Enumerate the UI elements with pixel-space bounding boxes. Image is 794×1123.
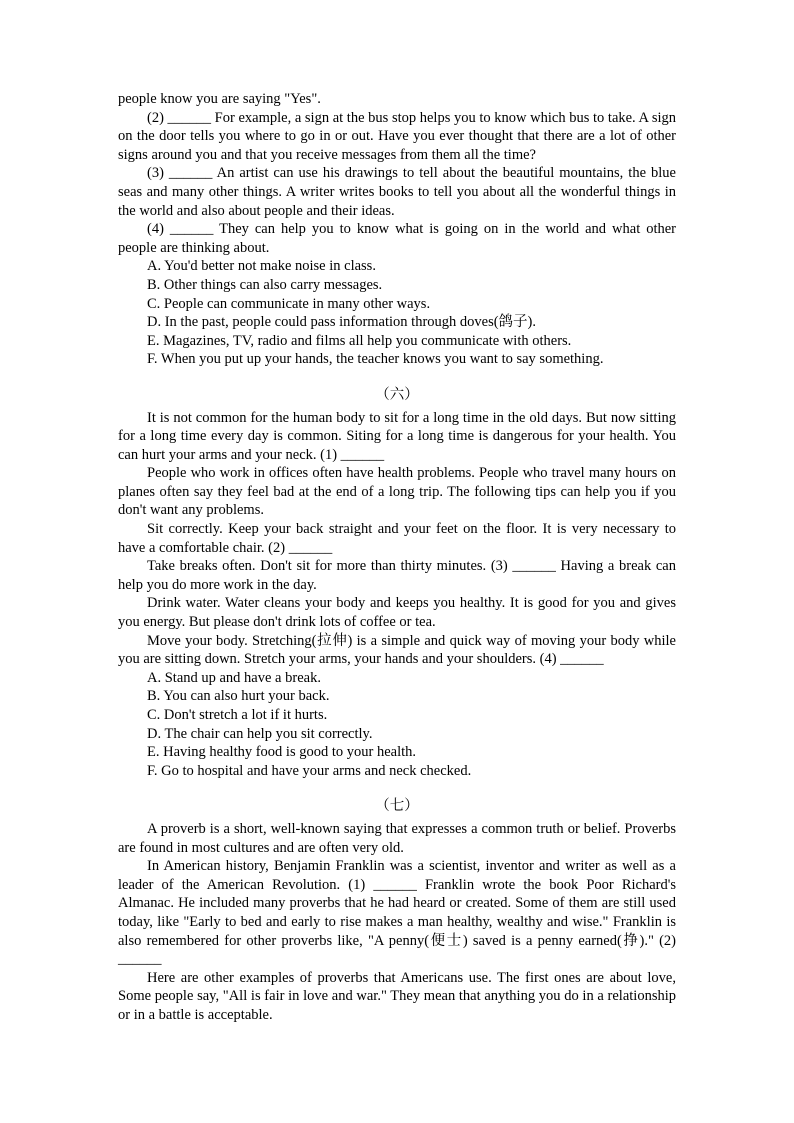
option-d: D. In the past, people could pass information through doves(鸽子).: [147, 314, 537, 331]
section-six-option-a: A. Stand up and have a break.: [147, 669, 321, 686]
section-six-option-d: D. The chair can help you sit correctly.: [147, 725, 373, 742]
option-b: B. Other things can also carry messages.: [147, 276, 383, 293]
section-six-paragraph-2: People who work in offices often have health problems. People who travel many hours on planes often say they feel bad at the end of a long trip. The following tips can help you if you don't want any problems.: [118, 465, 676, 519]
section-six-option-e: E. Having healthy food is good to your health.: [147, 744, 417, 761]
paragraph-blank-2: (2) ______ For example, a sign at the bus stop helps you to know which bus to take. A sign on the door tells you where to go in or out. Have you ever thought that there are a lot of other signs around you and that you receive messages from them all the time?: [118, 109, 676, 163]
section-six-paragraph-1: It is not common for the human body to sit for a long time in the old days. But now sitting for a long time every day is common. Siting for a long time is dangerous for your health. You can hurt your arms and your neck. (1) ______: [118, 409, 676, 463]
section-seven-paragraph-2: In American history, Benjamin Franklin was a scientist, inventor and writer as well as a leader of the American Revolution. (1) ______ Franklin wrote the book Poor Richard's Almanac. He included many proverbs that he had heard or created. Some of them are still used today, like "Early to bed and early to rise makes a man healthy, wealthy and wise." Franklin is also remembered for other proverbs like, "A penny(便士) saved is a penny earned(挣)." (2) ______: [118, 858, 676, 968]
option-c: C. People can communicate in many other ways.: [147, 295, 431, 312]
section-six-header: （六）: [375, 386, 419, 403]
section-six-paragraph-6: Move your body. Stretching(拉伸) is a simple and quick way of moving your body while you are sitting down. Stretch your arms, your hands and your shoulders. (4) ______: [118, 632, 676, 668]
section-six-paragraph-4: Take breaks often. Don't sit for more than thirty minutes. (3) ______ Having a break can help you do more work in the day.: [118, 558, 676, 593]
paragraph-blank-4: (4) ______ They can help you to know what is going on in the world and what other people are thinking about.: [118, 221, 676, 256]
option-e: E. Magazines, TV, radio and films all help you communicate with others.: [147, 332, 572, 349]
section-six-paragraph-5: Drink water. Water cleans your body and keeps you healthy. It is good for you and gives you energy. But please don't drink lots of coffee or tea.: [118, 595, 676, 631]
section-six-option-c: C. Don't stretch a lot if it hurts.: [147, 707, 328, 723]
section-seven-header: （七）: [375, 798, 419, 815]
option-a: A. You'd better not make noise in class.: [147, 258, 376, 275]
section-six-option-f: F. Go to hospital and have your arms and neck checked.: [147, 762, 472, 779]
section-seven-paragraph-3: Here are other examples of proverbs that Americans use. The first ones are about love, Some people say, "All is fair in love and war." They mean that anything you do in a relationship or in a battle is acceptable.: [118, 969, 676, 1023]
continuation-text: people know you are saying "Yes".: [118, 91, 321, 107]
option-f: F. When you put up your hands, the teacher knows you want to say something.: [147, 351, 604, 368]
paragraph-blank-3: (3) ______ An artist can use his drawings to tell about the beautiful mountains, the blue seas and many other things. A writer writes books to tell you about all the wonderful things in the world and also about people and their ideas.: [118, 165, 676, 219]
section-seven-paragraph-1: A proverb is a short, well-known saying that expresses a common truth or belief. Proverbs are found in most cultures and are often very old.: [118, 820, 676, 856]
section-six-paragraph-3: Sit correctly. Keep your back straight and your feet on the floor. It is very necessary to have a comfortable chair. (2) ______: [118, 521, 676, 556]
section-six-option-b: B. You can also hurt your back.: [147, 688, 330, 705]
